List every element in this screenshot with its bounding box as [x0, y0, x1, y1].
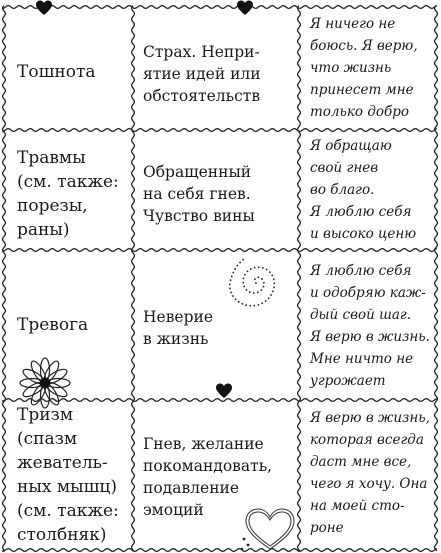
row-divider: [3, 549, 437, 552]
term-line: ных мышц): [17, 477, 117, 497]
affirmation-line: свой гнев: [310, 160, 379, 176]
affirmation-line: Я люблю себя: [310, 204, 412, 220]
cause-line: в жизнь: [143, 330, 209, 348]
term-line: Тризм: [17, 405, 74, 425]
affirmation-line: Я верю в жизнь.: [310, 329, 430, 345]
row-1-term: [17, 60, 127, 84]
affirmation-line: только добро: [310, 104, 410, 120]
affirmation-line: во благо.: [310, 182, 375, 198]
affirmation-line: Я обращаю: [310, 138, 392, 154]
term-line: столбняк): [17, 525, 107, 545]
cause-line: подавление: [143, 479, 240, 497]
row-2-term: [17, 146, 132, 242]
term-line: (спазм: [17, 429, 78, 449]
column-divider: [3, 6, 6, 551]
term-line: (см. также:: [17, 501, 119, 521]
affirmation-line: даст мне все,: [310, 454, 412, 470]
cause-line: эмоций: [143, 501, 204, 519]
affirmation-line: Я ничего не: [310, 16, 396, 32]
cause-line: Гнев, желание: [143, 435, 264, 453]
heart-icon: [236, 0, 254, 16]
affirmation-line: Я люблю себя: [310, 263, 412, 279]
heart-outline-icon: [240, 505, 300, 553]
heart-icon: [35, 0, 53, 16]
affirmation-line: чего я хочу. Она: [310, 476, 428, 492]
cause-line: на себя гнев.: [143, 185, 251, 203]
swirl-icon: [222, 253, 280, 315]
row-3-term: [17, 313, 127, 337]
affirmation-line: боюсь. Я верю,: [310, 38, 418, 54]
affirmation-line: роне: [310, 520, 344, 536]
affirmation-line: которая всегда: [310, 432, 424, 448]
row-1-cause: [143, 41, 293, 107]
affirmation-line: и высоко ценю: [310, 226, 417, 242]
cause-line: ятие идей или: [143, 65, 261, 83]
affirmation-line: дый свой шаг.: [310, 307, 412, 323]
cause-line: Неверие: [143, 308, 214, 326]
row-divider: [3, 249, 437, 252]
row-2-affirmation: [310, 135, 438, 245]
term-line: жеватель-: [17, 453, 108, 473]
row-2-cause: [143, 161, 293, 227]
cause-line: Чувство вины: [143, 207, 255, 225]
cause-line: обстоятельств: [143, 87, 261, 105]
cause-line: покомандовать,: [143, 457, 273, 475]
heart-icon: [215, 383, 233, 399]
affirmation-line: что жизнь: [310, 60, 392, 76]
term-line: Травмы: [17, 148, 86, 168]
cause-line: Обращенный: [143, 163, 252, 181]
affirmation-line: Я верю в жизнь,: [310, 410, 430, 426]
cause-line: Страх. Непри-: [143, 43, 260, 61]
term-line: раны): [17, 220, 70, 240]
row-3-affirmation: [310, 260, 438, 392]
row-4-affirmation: [310, 407, 438, 539]
affirmation-line: принесет мне: [310, 82, 414, 98]
affirmation-line: на моей сто-: [310, 498, 405, 514]
row-divider: [3, 6, 437, 9]
term-line: Тревога: [17, 315, 89, 335]
flower-icon: [18, 356, 72, 410]
affirmation-line: угрожает: [310, 373, 386, 389]
term-line: Тошнота: [17, 62, 96, 82]
term-line: порезы,: [17, 196, 88, 216]
column-divider: [298, 6, 301, 551]
affirmation-line: и одобряю каж-: [310, 285, 426, 301]
row-4-term: [17, 403, 132, 547]
affirmation-line: Мне ничто не: [310, 351, 414, 367]
row-divider: [3, 129, 437, 132]
column-divider: [132, 6, 135, 551]
row-1-affirmation: [310, 13, 438, 123]
term-line: (см. также:: [17, 172, 119, 192]
